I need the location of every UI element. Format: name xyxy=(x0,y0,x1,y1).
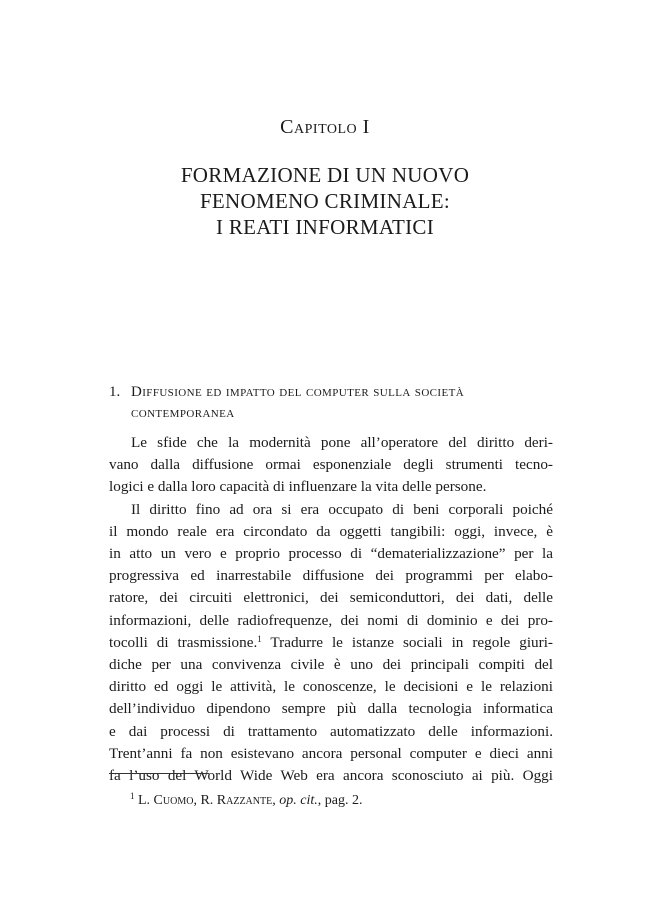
section-title-line: contemporanea xyxy=(131,405,235,421)
section-title xyxy=(131,382,555,424)
text-line: Le sfide che la modernità pone all’operatore del diritto deri- xyxy=(131,434,553,451)
text-line: diritto ed oggi le attività, le conoscenze, le decisioni e le relazioni xyxy=(109,678,553,696)
footnote-authors: L. Cuomo, R. Razzante, xyxy=(138,793,276,808)
body-text xyxy=(109,432,553,787)
text-line: diche per una convivenza civile è uno dei principali compiti del xyxy=(109,656,553,674)
text-line: progressiva ed inarrestabile diffusione dei programmi per elabo- xyxy=(109,567,553,585)
text-line: Trent’anni fa non esistevano ancora personal computer e dieci anni xyxy=(109,744,553,762)
text-fragment: Tradurre le istanze sociali in regole giuri- xyxy=(261,633,553,651)
text-line: logici e dalla loro capacità di influenzare la vita delle persone. xyxy=(109,478,487,496)
text-line: il mondo reale era circondato da oggetti tangibili: oggi, invece, è xyxy=(109,522,553,540)
chapter-title-line: I REATI INFORMATICI xyxy=(215,215,435,239)
text-line: e dai processi di trattamento automatizzato delle informazioni. xyxy=(109,722,553,740)
text-line: ratore, dei circuiti elettronici, dei semiconduttori, dei dati, delle xyxy=(109,589,553,607)
footnote xyxy=(130,791,550,811)
text-line: informazioni, delle radiofrequenze, dei nomi di dominio e dei pro- xyxy=(109,611,553,629)
text-line-with-note xyxy=(109,632,553,654)
footnote-divider xyxy=(109,773,209,774)
text-fragment: tocolli di trasmissione. xyxy=(109,633,258,651)
text-line: vano dalla diffusione ormai esponenziale degli strumenti tecno- xyxy=(109,456,553,474)
text-line: Il diritto fino ad ora si era occupato di beni corporali poiché xyxy=(131,500,553,518)
section-heading xyxy=(109,382,555,424)
footnote-op-cit: op. cit. xyxy=(279,793,318,808)
chapter-title-line: FORMAZIONE DI UN NUOVO xyxy=(180,163,470,187)
text-line: dell’individuo dipendono sempre più dalla tecnologia informatica xyxy=(109,700,553,718)
chapter-label: Capitolo I xyxy=(280,116,370,138)
footnote-number: 1 xyxy=(130,791,135,801)
section-title-line: Diffusione ed impatto del computer sulla società xyxy=(131,384,465,400)
chapter-title xyxy=(0,162,650,240)
section-number: 1. xyxy=(109,384,121,400)
footnote-page: , pag. 2. xyxy=(317,793,363,808)
text-line: in atto un vero e proprio processo di “dematerializzazione” per la xyxy=(109,545,553,563)
footnote-reference[interactable]: 1 xyxy=(257,633,262,644)
paragraph xyxy=(109,432,553,499)
paragraph xyxy=(109,499,553,788)
chapter-title-line: FENOMENO CRIMINALE: xyxy=(199,189,451,213)
text-line: fa l’uso del World Wide Web era ancora sconosciuto ai più. Oggi xyxy=(109,767,553,785)
